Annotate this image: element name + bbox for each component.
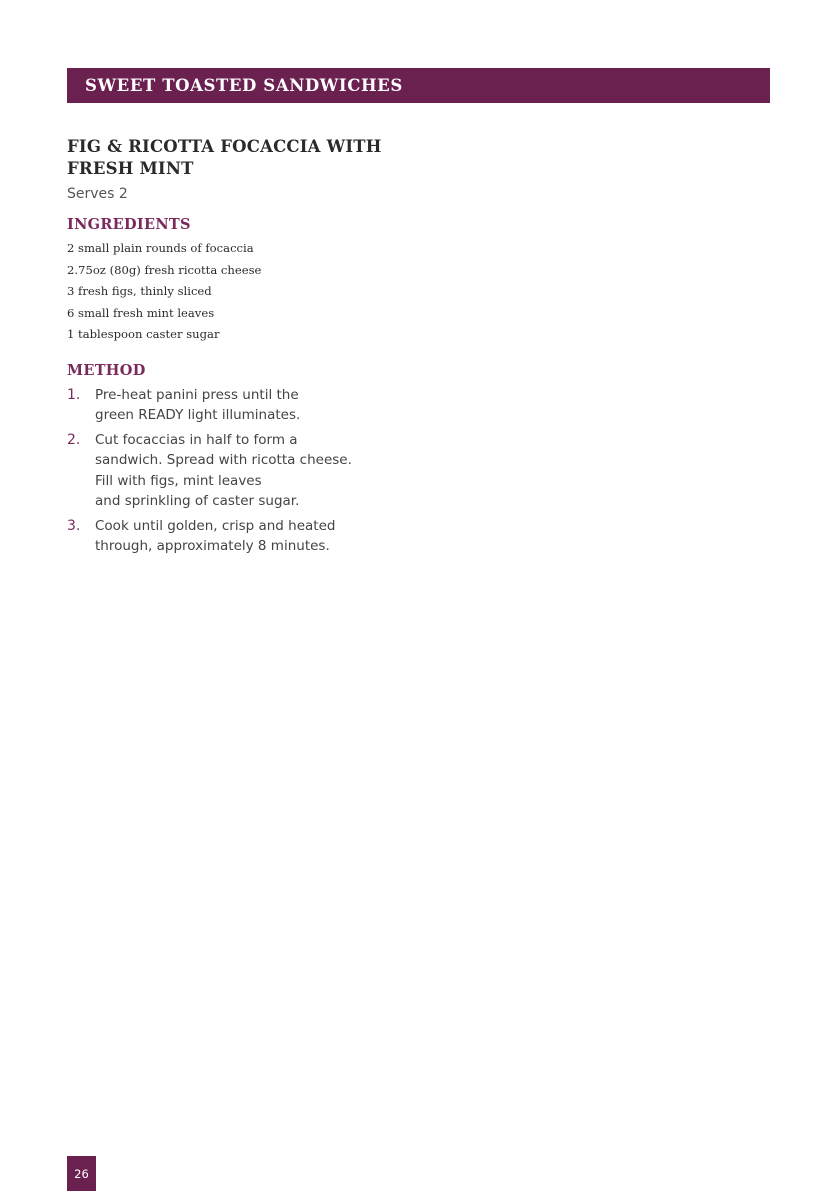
method-list bbox=[67, 385, 427, 557]
ingredient-item: 1 tablespoon caster sugar bbox=[67, 327, 220, 341]
step-text: Cook until golden, crisp and heated through, approximately 8 minutes. bbox=[95, 517, 336, 554]
section-title: SWEET TOASTED SANDWICHES bbox=[85, 76, 403, 95]
section-banner bbox=[67, 68, 770, 103]
recipe-title-line-2: FRESH MINT bbox=[67, 159, 194, 178]
ingredient-item: 2 small plain rounds of focaccia bbox=[67, 241, 254, 255]
step-number: 2. bbox=[67, 431, 81, 448]
ingredients-list bbox=[67, 238, 427, 346]
servings: Serves 2 bbox=[67, 186, 128, 202]
step-number: 1. bbox=[67, 386, 81, 403]
method-step bbox=[67, 516, 427, 557]
method-heading: METHOD bbox=[67, 361, 146, 379]
recipe-title bbox=[67, 136, 427, 180]
page-number: 26 bbox=[67, 1156, 96, 1191]
ingredients-heading: INGREDIENTS bbox=[67, 216, 191, 233]
method-step bbox=[67, 385, 427, 426]
step-text: Cut focaccias in half to form a sandwich. Spread with ricotta cheese. Fill with figs, mint leaves and sprinkling of caster sugar. bbox=[95, 431, 352, 509]
step-number: 3. bbox=[67, 517, 81, 534]
ingredient-item: 3 fresh figs, thinly sliced bbox=[67, 284, 212, 298]
recipe-title-line-1: FIG & RICOTTA FOCACCIA WITH bbox=[67, 137, 382, 156]
ingredient-item: 2.75oz (80g) fresh ricotta cheese bbox=[67, 262, 262, 277]
step-text: Pre-heat panini press until the green READY light illuminates. bbox=[95, 386, 301, 423]
ingredient-item: 6 small fresh mint leaves bbox=[67, 305, 215, 320]
method-step bbox=[67, 430, 427, 512]
recipe bbox=[67, 136, 427, 561]
